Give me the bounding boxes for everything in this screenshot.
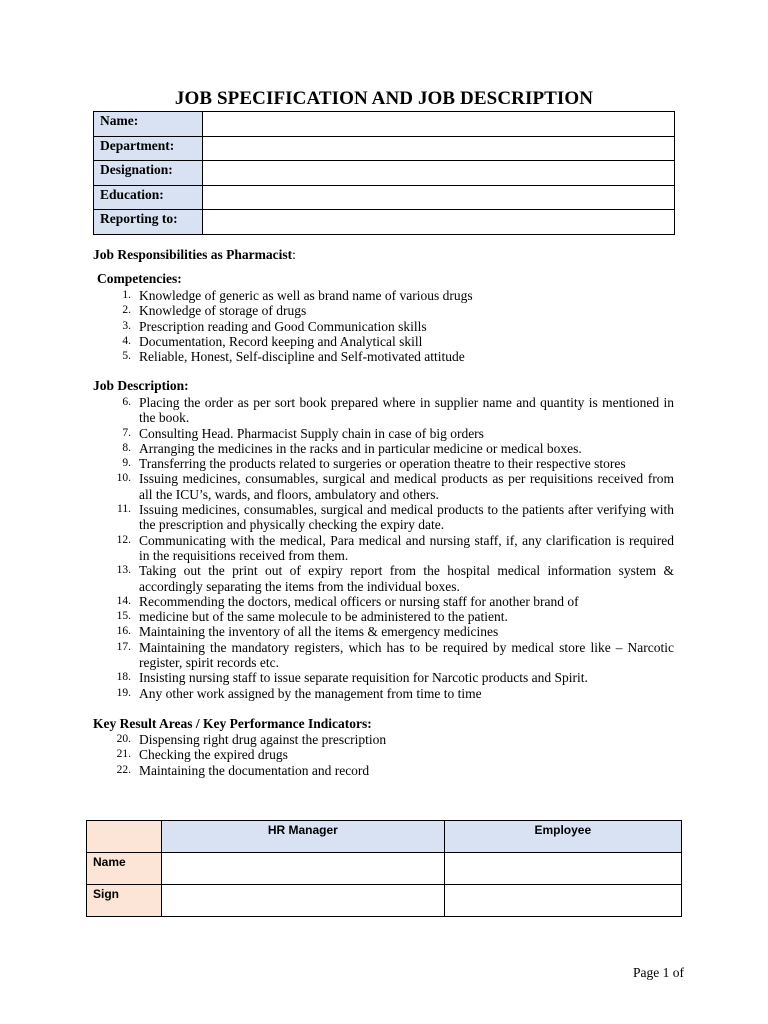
- reporting-to-label: Reporting to:: [94, 210, 203, 235]
- list-item-text: Knowledge of generic as well as brand name of various drugs: [139, 288, 473, 303]
- list-item-number: 4.: [122, 334, 131, 347]
- department-label: Department:: [94, 136, 203, 161]
- list-item-number: 14.: [116, 594, 131, 607]
- list-item-number: 15.: [116, 610, 131, 623]
- list-item-text: Reliable, Honest, Self-discipline and Self-motivated attitude: [139, 349, 465, 365]
- employee-name-field[interactable]: [444, 853, 681, 885]
- department-field[interactable]: [203, 136, 675, 161]
- info-row-department: [94, 136, 675, 161]
- job-description-list: [93, 395, 674, 701]
- list-item-text: Issuing medicines, consumables, surgical and medical products as per requisitions received from all the ICU’s, wards, and floors, ambulatory and others.: [139, 471, 674, 502]
- list-item-text: Any other work assigned by the management from time to time: [139, 685, 482, 701]
- list-item-text: Issuing medicines, consumables, surgical and medical products to the patients after verifying with the prescription and physically checking the expiry date.: [139, 502, 674, 533]
- list-item-text: Taking out the print out of expiry report from the hospital medical information system & accordingly separating the items from the individual boxes.: [139, 563, 674, 594]
- list-item-number: 2.: [122, 304, 131, 317]
- list-item: [93, 763, 674, 778]
- list-item-text: Dispensing right drug against the prescription: [139, 732, 387, 747]
- list-item: [93, 563, 674, 594]
- list-item-text: Maintaining the mandatory registers, which has to be required by medical store like – Narcotic register, spirit records etc.: [139, 639, 674, 671]
- signature-table: [86, 820, 682, 917]
- list-item-number: 7.: [122, 426, 131, 439]
- competencies-heading: Competencies:: [97, 271, 182, 286]
- designation-field[interactable]: [203, 161, 675, 186]
- list-item-text: medicine but of the same molecule to be administered to the patient.: [139, 609, 508, 625]
- document-title: JOB SPECIFICATION AND JOB DESCRIPTION: [174, 88, 594, 109]
- employee-info-table: [93, 111, 675, 235]
- kra-list: [93, 732, 674, 778]
- list-item-number: 10.: [116, 472, 131, 485]
- list-item-text: Consulting Head. Pharmacist Supply chain in case of big orders: [139, 425, 484, 441]
- name-label: Name:: [94, 112, 203, 137]
- list-item: [93, 426, 674, 441]
- info-row-reporting: [94, 210, 675, 235]
- list-item-number: 18.: [116, 671, 131, 684]
- list-item-number: 5.: [122, 350, 131, 363]
- education-label: Education:: [94, 185, 203, 210]
- responsibilities-heading: [93, 247, 296, 263]
- list-item-number: 19.: [116, 686, 131, 699]
- reporting-to-field[interactable]: [203, 210, 675, 235]
- list-item: [93, 502, 674, 533]
- list-item-text: Documentation, Record keeping and Analytical skill: [139, 333, 423, 349]
- list-item-number: 1.: [122, 289, 131, 301]
- hr-manager-header: HR Manager: [162, 821, 445, 853]
- list-item-text: Maintaining the documentation and record: [139, 762, 370, 778]
- list-item: [93, 594, 674, 609]
- list-item: [93, 670, 674, 685]
- list-item-number: 8.: [122, 441, 131, 454]
- list-item: [93, 319, 674, 334]
- responsibilities-heading-text: Job Responsibilities as Pharmacist: [93, 247, 293, 262]
- list-item: [93, 441, 674, 456]
- responsibilities-colon: :: [292, 247, 296, 262]
- list-item: [93, 334, 674, 349]
- list-item: [93, 609, 674, 624]
- info-row-name: [94, 112, 675, 137]
- list-item-text: Checking the expired drugs: [139, 747, 288, 763]
- list-item-text: Communicating with the medical, Para medical and nursing staff, if, any clarification is required in the requisitions received from them.: [139, 532, 674, 563]
- list-item-text: Arranging the medicines in the racks and in particular medicine or medical boxes.: [139, 440, 582, 456]
- list-item-number: 20.: [116, 733, 131, 745]
- employee-sign-field[interactable]: [444, 885, 681, 917]
- list-item-number: 13.: [116, 564, 131, 577]
- list-item: [93, 471, 674, 502]
- designation-label: Designation:: [94, 161, 203, 186]
- signature-corner-cell: [87, 821, 162, 853]
- list-item: [93, 303, 674, 318]
- list-item: [93, 395, 674, 426]
- education-field[interactable]: [203, 185, 675, 210]
- signature-name-row: [87, 853, 682, 885]
- list-item: [93, 747, 674, 762]
- list-item-number: 17.: [116, 640, 131, 653]
- employee-header: Employee: [444, 821, 681, 853]
- list-item-number: 12.: [116, 533, 131, 546]
- info-row-education: [94, 185, 675, 210]
- list-item-text: Recommending the doctors, medical officers or nursing staff for another brand of: [139, 593, 579, 609]
- list-item: [93, 732, 674, 747]
- list-item: [93, 288, 674, 303]
- list-item-number: 16.: [116, 625, 131, 638]
- list-item-text: Insisting nursing staff to issue separate requisition for Narcotic products and Spirit.: [139, 670, 588, 686]
- list-item-text: Transferring the products related to surgeries or operation theatre to their respective stores: [139, 456, 626, 472]
- info-row-designation: [94, 161, 675, 186]
- list-item-number: 9.: [122, 457, 131, 470]
- hr-manager-sign-field[interactable]: [162, 885, 445, 917]
- list-item-number: 6.: [122, 396, 131, 408]
- name-row-label: Name: [87, 853, 162, 885]
- list-item-text: Placing the order as per sort book prepared where in supplier name and quantity is mentioned in the book.: [139, 395, 674, 426]
- signature-header-row: [87, 821, 682, 853]
- list-item-text: Knowledge of storage of drugs: [139, 303, 307, 319]
- competencies-list: [93, 288, 674, 364]
- list-item-number: 21.: [116, 748, 131, 761]
- list-item: [93, 640, 674, 671]
- list-item: [93, 456, 674, 471]
- list-item-number: 11.: [117, 503, 131, 516]
- list-item-number: 22.: [116, 763, 131, 776]
- list-item: [93, 686, 674, 701]
- list-item-number: 3.: [122, 319, 131, 332]
- list-item: [93, 624, 674, 639]
- list-item: [93, 349, 674, 364]
- name-field[interactable]: [203, 112, 675, 137]
- hr-manager-name-field[interactable]: [162, 853, 445, 885]
- list-item: [93, 533, 674, 564]
- job-description-heading: Job Description:: [93, 378, 189, 393]
- sign-row-label: Sign: [87, 885, 162, 917]
- signature-sign-row: [87, 885, 682, 917]
- kra-heading: Key Result Areas / Key Performance Indicators:: [93, 716, 372, 731]
- list-item-text: Maintaining the inventory of all the items & emergency medicines: [139, 624, 499, 640]
- page-number: Page 1 of: [633, 965, 684, 980]
- list-item-text: Prescription reading and Good Communication skills: [139, 318, 427, 334]
